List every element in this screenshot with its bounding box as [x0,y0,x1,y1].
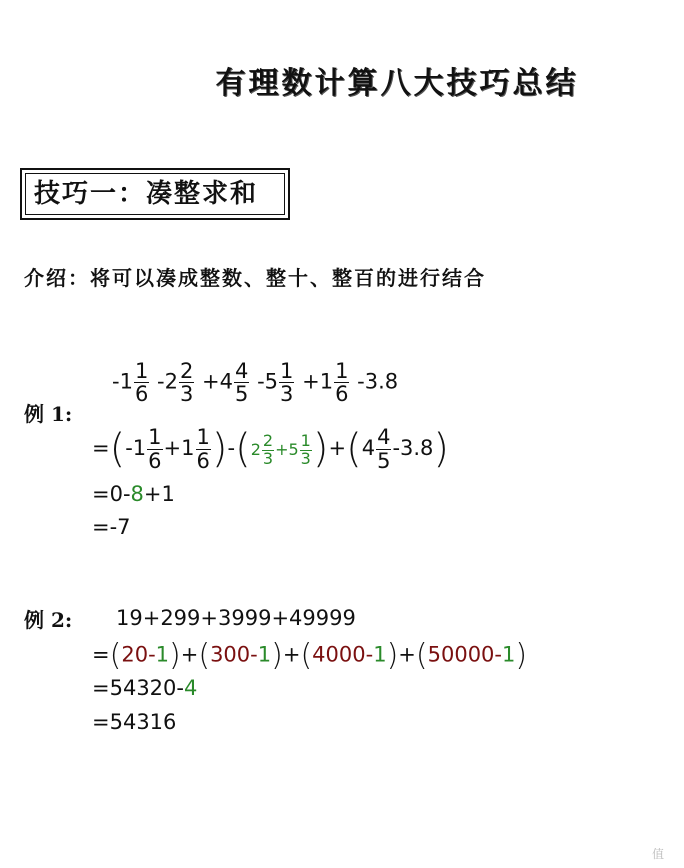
tip-heading: 技巧一：凑整求和 [25,173,285,215]
example2-label: 例 2: [24,608,73,632]
intro-text: 介绍：将可以凑成整数、整十、整百的进行结合 [24,266,486,290]
example1-result: =-7 [92,515,131,539]
example2-step3: =54320-4 [92,676,198,700]
watermark: 值 [651,847,664,861]
example1-label: 例 1: [24,402,73,426]
example2-result: =54316 [92,710,177,734]
example1-expression: -1 $\frac{1}{6}$ -2 $\frac{2}{3}$ +4 $\frac{4}{5}$ -5 $\frac{1}{3}$ +1 $\frac{1}{6}$ -3.8 [112,359,399,407]
example1-step2: =(-1 $\frac{1}{6}$ +1 $\frac{1}{6}$ )-(2 $\frac{2}{3}$ +5 $\frac{1}{3}$ )+(4 $\frac{4}{5}$ -3.8) [92,425,450,473]
example2-step2: =(20-1)+(300-1)+(4000-1)+(50000-1) [92,638,528,673]
tip-heading-box [20,168,290,220]
example2-expression: 19+299+3999+49999 [116,606,356,630]
example1-step3: =0-8+1 [92,482,175,506]
page-title: 有理数计算八大技巧总结 [215,66,579,101]
